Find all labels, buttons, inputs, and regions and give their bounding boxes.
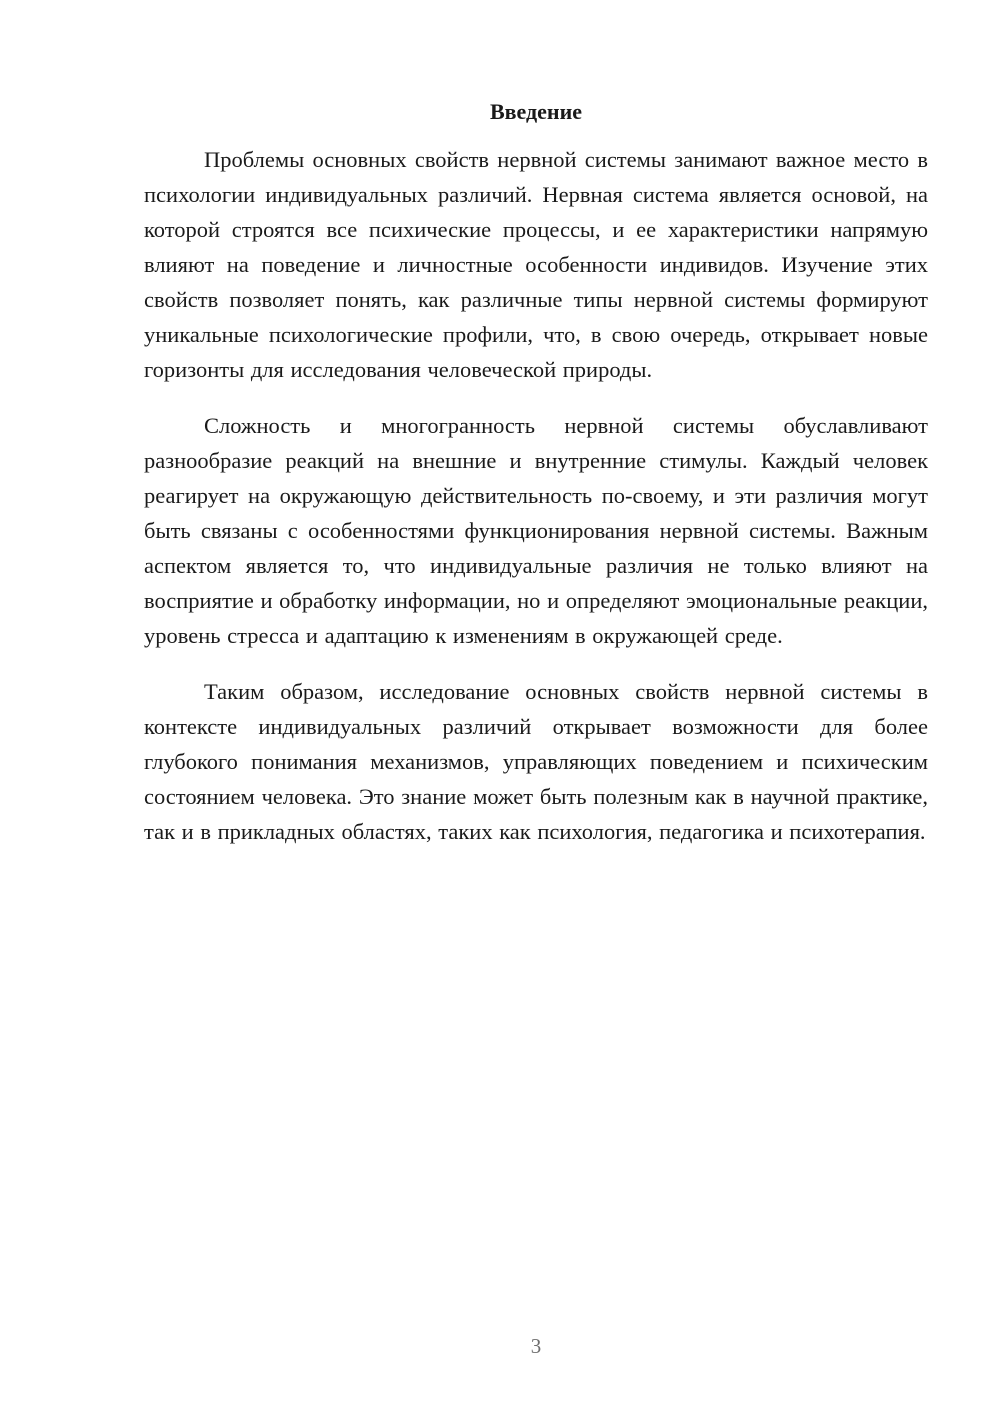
page-title: Введение [489,99,583,124]
page-number: 3 [530,1334,542,1358]
paragraph-3: Таким образом, исследование основных свойств нервной системы в контексте индивидуальных различий открывает возможности для более глубокого понимания механизмов, управляющих поведением и психическим состоянием человека. Это знание может быть полезным как в научной практике, так и в прикладных областях, таких как психология, педагогика и психотерапия. [144,679,928,844]
paragraph-1: Проблемы основных свойств нервной системы занимают важное место в психологии индивидуальных различий. Нервная система является основой, на которой строятся все психические процессы, и ее характеристики напрямую влияют на поведение и личностные особенности индивидов. Изучение этих свойств позволяет понять, как различные типы нервной системы формируют уникальные психологические профили, что, в свою очередь, открывает новые горизонты для исследования человеческой природы. [144,147,928,382]
paragraph-2: Сложность и многогранность нервной системы обуславливают разнообразие реакций на внешние и внутренние стимулы. Каждый человек реагирует на окружающую действительность по-своему, и эти различия могут быть связаны с особенностями функционирования нервной системы. Важным аспектом является то, что индивидуальные различия не только влияют на восприятие и обработку информации, но и определяют эмоциональные реакции, уровень стресса и адаптацию к изменениям в окружающей среде. [144,413,928,648]
body-text [144,142,928,870]
